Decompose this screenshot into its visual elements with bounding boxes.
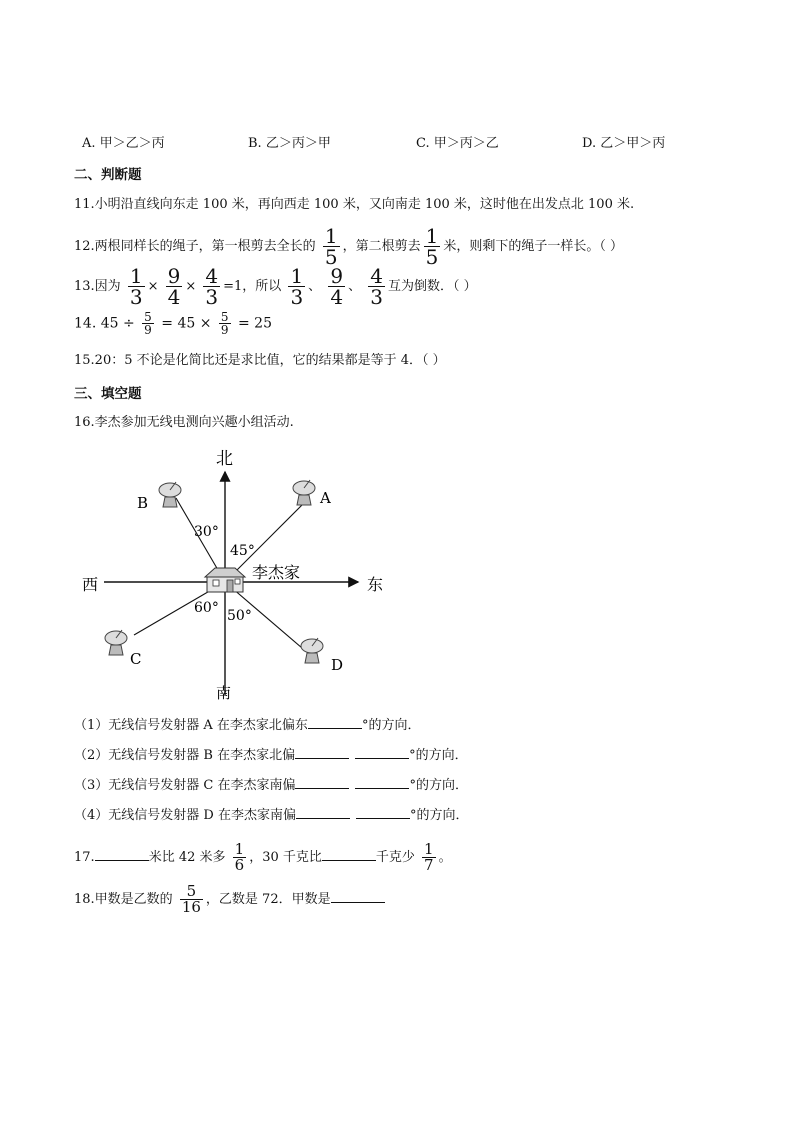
label-east: 东	[367, 575, 384, 594]
q13-equals: =1，所以	[223, 279, 282, 294]
antenna-icon-c	[105, 630, 127, 655]
q16-sub1-text: （1）无线信号发射器 A 在李杰家北偏东	[74, 718, 308, 733]
q13-times-2: ×	[185, 279, 197, 294]
q12-fraction-2: $\frac{1}{5}$	[425, 224, 439, 269]
answer-blank[interactable]	[355, 776, 409, 789]
point-label-c: C	[130, 650, 142, 668]
point-label-d: D	[331, 656, 344, 674]
q12-text-1: 12.两根同样长的绳子，第一根剪去全长的	[74, 239, 316, 254]
answer-blank[interactable]	[95, 848, 149, 861]
answer-blank[interactable]	[295, 776, 349, 789]
antenna-icon-a	[293, 480, 315, 505]
q17-fraction-1: $\frac{1}{6}$	[234, 840, 245, 874]
direction-diagram	[74, 440, 404, 710]
option-a: A. 甲＞乙＞丙	[82, 136, 165, 151]
q16-sub3-text: （3）无线信号发射器 C 在李杰家南偏	[74, 778, 296, 793]
section-heading-fill-blank: 三、填空题	[74, 386, 142, 402]
question-16-intro: 16.李杰参加无线电测向兴趣小组活动.	[74, 415, 294, 430]
label-south: 南	[216, 684, 232, 702]
question-14	[74, 311, 272, 336]
point-label-a: A	[320, 489, 331, 507]
antenna-icon-d	[301, 638, 323, 663]
q17-text-4: 。	[438, 850, 452, 865]
question-16-sub-1	[74, 716, 420, 736]
option-b: B. 乙＞丙＞甲	[248, 136, 331, 151]
q13-fraction-4: $\frac{1}{3}$	[290, 264, 304, 309]
answer-blank[interactable]	[295, 746, 349, 759]
q16-sub4-text: （4）无线信号发射器 D 在李杰家南偏	[74, 808, 296, 823]
question-16-sub-4	[74, 806, 468, 826]
label-west: 西	[82, 575, 99, 594]
house-icon	[205, 568, 245, 592]
q12-fraction-1: $\frac{1}{5}$	[324, 224, 338, 269]
answer-blank[interactable]	[356, 806, 410, 819]
q14-fraction-1: $\frac{5}{9}$	[144, 310, 152, 337]
question-13	[74, 266, 477, 307]
q13-times-1: ×	[147, 279, 159, 294]
q13-fraction-6: $\frac{4}{3}$	[370, 264, 383, 309]
q16-sub4-tail: °的方向．	[409, 808, 469, 823]
point-label-b: B	[137, 494, 149, 512]
q18-fraction: $\frac{5}{16}$	[181, 882, 201, 916]
q13-sep-1: 、	[308, 279, 322, 294]
q16-sub2-text: （2）无线信号发射器 B 在李杰家北偏	[74, 748, 296, 763]
q17-text-3: 千克少	[375, 850, 415, 865]
question-18	[74, 884, 385, 915]
q17-text-1: 米比 42 米多	[148, 850, 226, 865]
q13-suffix: 互为倒数．（ ）	[387, 279, 477, 294]
antenna-icon-b	[159, 482, 181, 507]
q14-end: = 25	[238, 315, 272, 332]
q13-fraction-1: $\frac{1}{3}$	[129, 264, 143, 309]
answer-blank[interactable]	[355, 746, 409, 759]
q16-sub2-tail: °的方向．	[409, 748, 468, 763]
angle-label-b: 30°	[194, 524, 219, 540]
q16-sub1-tail: °的方向．	[361, 718, 421, 733]
answer-blank[interactable]	[296, 806, 350, 819]
question-15: 15.20：5 不论是化简比还是求比值，它的结果都是等于 4．（ ）	[74, 353, 446, 368]
q12-text-3: 米，则剩下的绳子一样长。（ ）	[443, 239, 623, 254]
q18-text-1: 18.甲数是乙数的	[74, 892, 173, 907]
angle-label-a: 45°	[230, 543, 255, 559]
q13-prefix: 13.因为	[74, 279, 121, 294]
q17-fraction-2: $\frac{1}{7}$	[424, 840, 434, 874]
question-17	[74, 842, 452, 873]
q14-mid: = 45 ×	[161, 315, 212, 332]
question-16-sub-3	[74, 776, 468, 796]
angle-label-d: 50°	[227, 608, 252, 624]
q12-text-2: ，第二根剪去	[342, 239, 421, 254]
angle-label-c: 60°	[194, 600, 219, 616]
answer-blank[interactable]	[322, 848, 376, 861]
q13-fraction-2: $\frac{9}{4}$	[167, 264, 181, 309]
q18-text-2: ，乙数是 72．甲数是	[205, 892, 331, 907]
q14-prefix: 14. 45 ÷	[74, 315, 135, 332]
q13-sep-2: 、	[348, 279, 362, 294]
q17-number: 17.	[74, 850, 95, 865]
section-heading-judgement: 二、判断题	[74, 167, 142, 183]
answer-blank[interactable]	[331, 890, 385, 903]
q13-fraction-3: $\frac{4}{3}$	[205, 264, 219, 309]
question-11: 11.小明沿直线向东走 100 米，再向西走 100 米，又向南走 100 米，这时他在出发点北 100 米.	[74, 197, 635, 212]
q17-text-2: ，30 千克比	[249, 850, 322, 865]
q16-sub3-tail: °的方向．	[409, 778, 468, 793]
q13-fraction-5: $\frac{9}{4}$	[330, 264, 344, 309]
label-home: 李杰家	[252, 563, 301, 582]
question-16-sub-2	[74, 746, 468, 766]
label-north: 北	[216, 449, 233, 469]
question-12	[74, 226, 623, 267]
option-d: D. 乙＞甲＞丙	[582, 136, 666, 151]
answer-blank[interactable]	[308, 716, 362, 729]
option-c: C. 甲＞丙＞乙	[416, 136, 499, 151]
q14-fraction-2: $\frac{5}{9}$	[220, 310, 229, 337]
